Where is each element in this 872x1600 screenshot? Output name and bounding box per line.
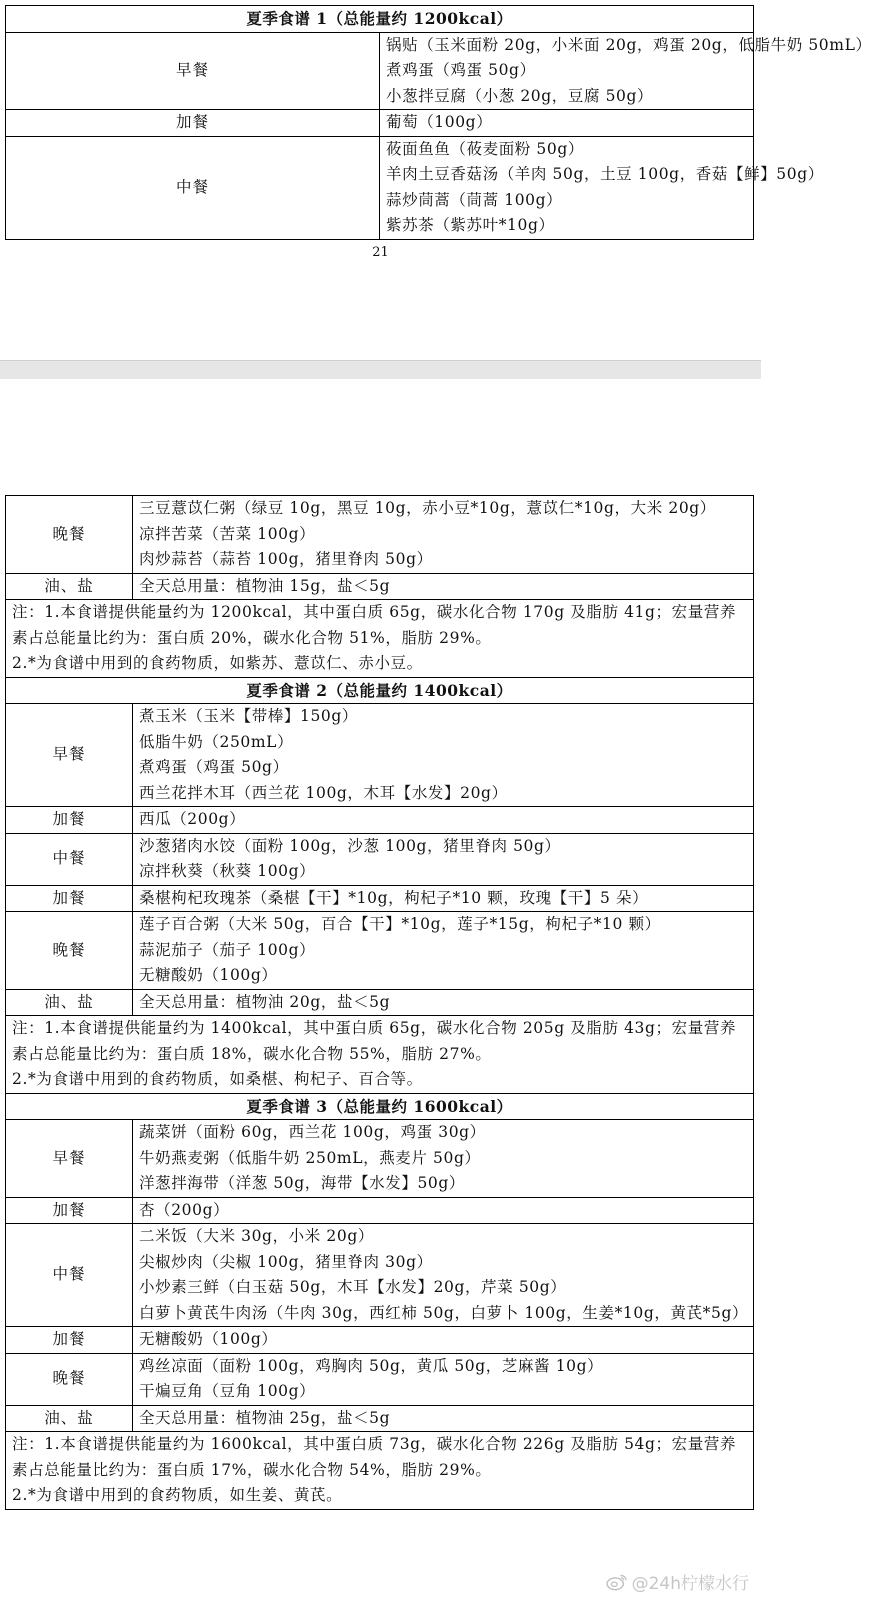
meal-items xyxy=(133,704,754,807)
meal-label: 加餐 xyxy=(6,807,133,834)
table-row xyxy=(6,704,754,807)
dish-line: 全天总用量：植物油 25g，盐＜5g xyxy=(139,1408,391,1427)
dish-line: 煮鸡蛋（鸡蛋 50g） xyxy=(139,758,289,776)
watermark xyxy=(606,1569,749,1594)
dish-line: 沙葱猪肉水饺（面粉 100g，沙葱 100g，猪里脊肉 50g） xyxy=(139,836,561,855)
dish-line: 西兰花拌木耳（西兰花 100g，木耳【水发】20g） xyxy=(139,783,508,802)
dish-line: 桑椹枸杞玫瑰茶（桑椹【干】*10g，枸杞子*10 颗，玫瑰【干】5 朵） xyxy=(139,888,649,907)
dish-line: 煮鸡蛋（鸡蛋 50g） xyxy=(386,61,536,79)
table-row xyxy=(6,1224,754,1327)
recipe-2-notes-row xyxy=(6,1016,754,1094)
recipe-2-title: 夏季食谱 2（总能量约 1400kcal） xyxy=(6,677,754,704)
dish-line: 葡萄（100g） xyxy=(386,113,493,131)
table-row xyxy=(6,1353,754,1405)
table-row xyxy=(6,136,754,239)
meal-items xyxy=(133,807,754,834)
meal-label: 加餐 xyxy=(6,885,133,912)
recipe-2-notes xyxy=(6,1016,754,1094)
note-line: 注：1.本食谱提供能量约为 1600kcal，其中蛋白质 73g，碳水化合物 226g 及脂肪 54g；宏量营养素占总能量比约为：蛋白质 17%，碳水化合物 54%，脂肪 29%。 xyxy=(12,1435,737,1479)
meal-label: 早餐 xyxy=(6,32,380,110)
meal-label: 晚餐 xyxy=(6,912,133,990)
dish-line: 小炒素三鲜（白玉菇 50g，木耳【水发】20g，芹菜 50g） xyxy=(139,1278,567,1296)
recipe-3-notes xyxy=(6,1432,754,1510)
watermark-text: @24h柠檬水行 xyxy=(631,1574,749,1594)
dish-line: 煮玉米（玉米【带棒】150g） xyxy=(139,707,359,725)
dish-line: 蒜泥茄子（茄子 100g） xyxy=(139,940,316,959)
meal-items xyxy=(133,1405,754,1432)
meal-items xyxy=(133,573,754,600)
weibo-logo-icon xyxy=(606,1573,628,1591)
note-line: 注：1.本食谱提供能量约为 1200kcal，其中蛋白质 65g，碳水化合物 170g 及脂肪 41g；宏量营养素占总能量比约为：蛋白质 20%，碳水化合物 51%，脂肪 29%。 xyxy=(12,603,737,647)
dish-line: 杏（200g） xyxy=(139,1200,230,1219)
page-number: 21 xyxy=(372,245,389,260)
table-row xyxy=(6,496,754,574)
meal-items xyxy=(133,1327,754,1354)
table-row xyxy=(6,833,754,885)
recipe-1-notes-row xyxy=(6,600,754,678)
meal-label: 早餐 xyxy=(6,704,133,807)
table-row xyxy=(6,807,754,834)
meal-label: 加餐 xyxy=(6,110,380,137)
dish-line: 蔬菜饼（面粉 60g，西兰花 100g，鸡蛋 30g） xyxy=(139,1123,486,1141)
dish-line: 低脂牛奶（250mL） xyxy=(139,732,294,751)
table-row xyxy=(6,1197,754,1224)
page-21 xyxy=(0,0,872,360)
table-row xyxy=(6,1405,754,1432)
dish-line: 牛奶燕麦粥（低脂牛奶 250mL，燕麦片 50g） xyxy=(139,1148,481,1167)
meal-label: 晚餐 xyxy=(6,496,133,574)
dish-line: 凉拌苦菜（苦菜 100g） xyxy=(139,524,316,543)
dish-line: 莜面鱼鱼（莜麦面粉 50g） xyxy=(386,139,584,158)
meal-items xyxy=(380,32,872,110)
recipe-3-title-row xyxy=(6,1093,754,1120)
note-line: 注：1.本食谱提供能量约为 1400kcal，其中蛋白质 65g，碳水化合物 205g 及脂肪 43g；宏量营养素占总能量比约为：蛋白质 18%，碳水化合物 55%，脂肪 27%。 xyxy=(12,1019,737,1063)
meal-label: 中餐 xyxy=(6,136,380,239)
note-line: 2.*为食谱中用到的食药物质，如紫苏、薏苡仁、赤小豆。 xyxy=(12,654,423,672)
dish-line: 凉拌秋葵（秋葵 100g） xyxy=(139,862,316,880)
dish-line: 三豆薏苡仁粥（绿豆 10g，黑豆 10g，赤小豆*10g，薏苡仁*10g，大米 20g） xyxy=(139,499,716,517)
page-22 xyxy=(0,379,761,1600)
meal-items xyxy=(133,1120,754,1198)
meal-label: 晚餐 xyxy=(6,1353,133,1405)
dish-line: 肉炒蒜苔（蒜苔 100g，猪里脊肉 50g） xyxy=(139,550,433,568)
dish-line: 干煸豆角（豆角 100g） xyxy=(139,1382,316,1400)
dish-line: 锅贴（玉米面粉 20g，小米面 20g，鸡蛋 20g，低脂牛奶 50mL） xyxy=(386,35,872,54)
table-row xyxy=(6,32,754,110)
meal-items xyxy=(133,1353,754,1405)
recipe-3-title: 夏季食谱 3（总能量约 1600kcal） xyxy=(6,1093,754,1120)
recipe-1-table-part-1 xyxy=(5,5,872,240)
dish-line: 鸡丝凉面（面粉 100g，鸡胸肉 50g，黄瓜 50g，芝麻酱 10g） xyxy=(139,1356,604,1375)
meal-label: 油、盐 xyxy=(6,989,133,1016)
meal-label: 加餐 xyxy=(6,1327,133,1354)
meal-items xyxy=(133,912,754,990)
dish-line: 羊肉土豆香菇汤（羊肉 50g，土豆 100g，香菇【鲜】50g） xyxy=(386,165,824,183)
table-row xyxy=(6,885,754,912)
recipe-1-notes xyxy=(6,600,754,678)
meal-label: 早餐 xyxy=(6,1120,133,1198)
recipe-1-title-row xyxy=(6,6,754,33)
dish-line: 紫苏茶（紫苏叶*10g） xyxy=(386,216,555,234)
dish-line: 全天总用量：植物油 20g，盐＜5g xyxy=(139,992,391,1011)
note-line: 2.*为食谱中用到的食药物质，如生姜、黄芪。 xyxy=(12,1486,343,1504)
meal-label: 油、盐 xyxy=(6,573,133,600)
meal-items xyxy=(133,989,754,1016)
dish-line: 小葱拌豆腐（小葱 20g，豆腐 50g） xyxy=(386,86,654,105)
meal-items xyxy=(133,885,754,912)
recipe-3-notes-row xyxy=(6,1432,754,1510)
meal-label: 油、盐 xyxy=(6,1405,133,1432)
table-row xyxy=(6,1327,754,1354)
meal-label: 中餐 xyxy=(6,833,133,885)
meal-label: 中餐 xyxy=(6,1224,133,1327)
meal-items xyxy=(133,496,754,574)
dish-line: 白萝卜黄芪牛肉汤（牛肉 30g，西红柿 50g，白萝卜 100g，生姜*10g，黄芪*5g） xyxy=(139,1303,749,1322)
table-row xyxy=(6,573,754,600)
table-row xyxy=(6,110,754,137)
page-separator xyxy=(0,360,761,380)
meal-items xyxy=(133,833,754,885)
dish-line: 全天总用量：植物油 15g，盐＜5g xyxy=(139,576,391,595)
meal-items xyxy=(133,1197,754,1224)
table-row xyxy=(6,1120,754,1198)
table-row xyxy=(6,989,754,1016)
table-row xyxy=(6,912,754,990)
dish-line: 无糖酸奶（100g） xyxy=(139,966,278,984)
dish-line: 莲子百合粥（大米 50g，百合【干】*10g，莲子*15g，枸杞子*10 颗） xyxy=(139,915,661,933)
dish-line: 尖椒炒肉（尖椒 100g，猪里脊肉 30g） xyxy=(139,1252,433,1271)
dish-line: 无糖酸奶（100g） xyxy=(139,1330,278,1348)
dish-line: 蒜炒茼蒿（茼蒿 100g） xyxy=(386,190,563,209)
meal-items xyxy=(380,136,824,239)
dish-line: 二米饭（大米 30g，小米 20g） xyxy=(139,1227,374,1245)
recipe-1-title: 夏季食谱 1（总能量约 1200kcal） xyxy=(6,6,754,33)
dish-line: 洋葱拌海带（洋葱 50g，海带【水发】50g） xyxy=(139,1174,466,1192)
meal-label: 加餐 xyxy=(6,1197,133,1224)
recipe-2-title-row xyxy=(6,677,754,704)
dish-line: 西瓜（200g） xyxy=(139,810,246,828)
recipes-table xyxy=(5,495,754,1510)
meal-items xyxy=(133,1224,754,1327)
note-line: 2.*为食谱中用到的食药物质，如桑椹、枸杞子、百合等。 xyxy=(12,1070,423,1088)
meal-items xyxy=(380,110,754,137)
